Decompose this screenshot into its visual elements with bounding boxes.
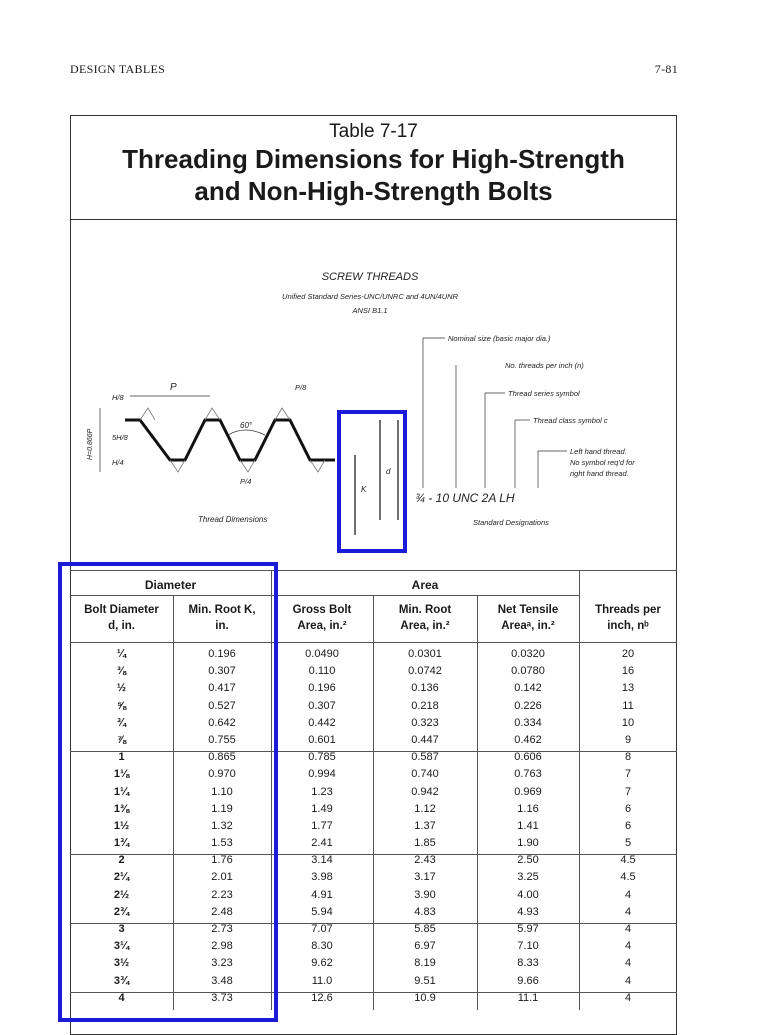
table-cell: 3.98 [311, 871, 333, 884]
table-cell: 12.6 [311, 991, 333, 1004]
callout-series: Thread series symbol [508, 389, 580, 398]
table-cell: 0.136 [411, 682, 439, 695]
col-min-root-k-l1: Min. Root K, [188, 604, 256, 616]
table-cell: 6.97 [414, 940, 436, 953]
table-cell: 0.740 [411, 768, 439, 781]
table-cell: 4 [624, 888, 632, 901]
callout-lh-1: Left hand thread. [570, 447, 627, 456]
table-cell: 2.43 [414, 854, 436, 867]
table-cell: 0.601 [308, 733, 336, 746]
col-min-root-area [373, 602, 477, 634]
table-cell: 1.16 [517, 802, 539, 815]
table-cell: 0.442 [308, 716, 336, 729]
table-cell: ¾ [116, 716, 127, 729]
table-cell: ½ [116, 682, 127, 695]
table-cell: 9.51 [414, 974, 436, 987]
table-cell: 7 [624, 768, 632, 781]
figure-sub-2: ANSI B1.1 [352, 306, 388, 315]
table-cell: 2.23 [211, 888, 233, 901]
table-cell: 11.1 [517, 991, 539, 1004]
table-cell: 16 [621, 665, 635, 678]
table-cell: 1 [118, 751, 125, 764]
label-p8: P/8 [295, 383, 307, 392]
table-cell: 0.417 [208, 682, 236, 695]
col-min-root-area-l2: Area, in.² [400, 620, 450, 632]
table-cell: 0.969 [514, 785, 542, 798]
table-cell: 5 [624, 837, 632, 850]
table-cell: 1.90 [517, 837, 539, 850]
table-cell: 4.91 [311, 888, 333, 901]
designation: ¾ - 10 UNC 2A LH [415, 491, 515, 505]
table-title-line-2: and Non-High-Strength Bolts [194, 176, 553, 206]
table-cell: 0.447 [411, 733, 439, 746]
col-net-tensile-l1: Net Tensile [497, 604, 559, 616]
table-cell: 2.48 [211, 905, 233, 918]
table-cell: 2¾ [113, 905, 130, 918]
table-cell: 0.970 [208, 768, 236, 781]
table-cell: 8.30 [311, 940, 333, 953]
page-number: 7-81 [654, 62, 678, 76]
table-cell: 1.76 [211, 854, 233, 867]
table-cell: 1.49 [311, 802, 333, 815]
table-cell: 0.763 [514, 768, 542, 781]
table-cell: 3.23 [211, 957, 233, 970]
table-cell: 8.19 [414, 957, 436, 970]
callout-lh-2: No symbol req'd for [570, 458, 635, 467]
table-cell: 4.93 [517, 905, 539, 918]
col-net-tensile-l2: Areaᵃ, in.² [501, 620, 555, 632]
col-bolt-diameter-l2: d, in. [108, 620, 135, 632]
callout-nominal: Nominal size (basic major dia.) [448, 334, 551, 343]
table-cell: 4 [624, 991, 632, 1004]
table-cell: 0.226 [514, 699, 542, 712]
table-number: Table 7-17 [329, 121, 418, 142]
table-cell: 5.85 [414, 923, 436, 935]
highlight-box-bolt [337, 410, 407, 553]
callout-lh-3: right hand thread. [570, 469, 629, 478]
table-cell: 3.17 [414, 871, 436, 884]
table-title-line-1: Threading Dimensions for High-Strength [122, 144, 625, 174]
table-cell: 0.942 [411, 785, 439, 798]
table-cell: 3.14 [311, 854, 333, 867]
table-cell: 1.19 [211, 802, 233, 815]
label-p4: P/4 [240, 477, 252, 486]
table-cell: 3.25 [517, 871, 539, 884]
col-gross-area-l2: Area, in.² [297, 620, 347, 632]
left-caption: Thread Dimensions [198, 515, 268, 524]
table-cell: 3¾ [113, 974, 130, 987]
figure-sub-1: Unified Standard Series-UNC/UNRC and 4UN/4UNR [282, 292, 458, 301]
figure-heading: SCREW THREADS [321, 271, 419, 283]
table-cell: 0.196 [308, 682, 336, 695]
table-cell: 4.5 [620, 854, 636, 867]
table-cell: 3 [118, 923, 125, 935]
group-area: Area [411, 578, 439, 592]
title-block [70, 115, 677, 220]
table-cell: 13 [621, 682, 635, 695]
table-cell: 11 [622, 699, 634, 712]
table-cell: 3¼ [113, 940, 130, 953]
col-gross-area-l1: Gross Bolt [292, 604, 352, 616]
table-cell: 0.218 [411, 699, 439, 712]
table-cell: 20 [621, 648, 635, 660]
callout-class: Thread class symbol c [533, 416, 608, 425]
table-cell: 0.142 [514, 682, 542, 695]
col-threads-l2: inch, nᵇ [607, 620, 649, 632]
table-cell: 4 [624, 940, 632, 953]
table-cell: 0.323 [411, 716, 439, 729]
table-cell: 1.77 [311, 819, 333, 832]
table-cell: 4 [624, 974, 632, 987]
table-cell: ⅝ [116, 699, 127, 712]
table-cell: ⅞ [116, 733, 127, 746]
table-cell: 1.12 [414, 802, 436, 815]
label-h-value: H=0.866P [87, 428, 94, 460]
table-cell: 2.01 [211, 871, 233, 884]
table-cell: 0.606 [514, 751, 542, 764]
table-cell: 0.0742 [408, 665, 442, 678]
label-p: P [170, 382, 177, 393]
table-cell: 1.37 [414, 819, 436, 832]
table-cell: 7.10 [517, 940, 539, 953]
table-cell: 0.196 [208, 648, 236, 660]
table-cell: 0.462 [514, 733, 542, 746]
table-cell: 1.10 [211, 785, 233, 798]
table-cell: 9.62 [311, 957, 333, 970]
table-cell: 9 [624, 733, 632, 746]
table-cell: 7 [624, 785, 632, 798]
table-cell: 2.50 [517, 854, 539, 867]
table-cell: 0.0320 [511, 648, 545, 660]
table-cell: 4 [624, 923, 632, 935]
table-cell: 4.5 [620, 871, 636, 884]
table-cell: 1.41 [517, 819, 539, 832]
group-diameter: Diameter [144, 578, 197, 592]
table-cell: 4.83 [414, 905, 436, 918]
table-cell: 10.9 [414, 991, 436, 1004]
col-min-root-k-l2: in. [215, 620, 229, 632]
right-caption: Standard Designations [473, 518, 549, 527]
table-cell: 0.994 [308, 768, 336, 781]
table-cell: 4 [624, 957, 632, 970]
table-cell: 1¾ [113, 837, 130, 850]
table-cell: 2.73 [211, 923, 233, 935]
label-5h8: 5H/8 [112, 433, 128, 442]
table-cell: 2 [118, 854, 125, 867]
table-cell: 5.97 [517, 923, 539, 935]
table-cell: 4.00 [517, 888, 539, 901]
table-cell: 8 [624, 751, 632, 764]
table-cell: 0.110 [308, 665, 336, 678]
table-cell: 0.642 [208, 716, 236, 729]
label-h8: H/8 [112, 393, 124, 402]
table-cell: 11.0 [311, 974, 333, 987]
table-cell: 6 [624, 819, 632, 832]
table-cell: 0.527 [208, 699, 236, 712]
table-cell: 0.785 [308, 751, 336, 764]
table-cell: ¼ [116, 648, 127, 660]
table-cell: 3½ [113, 957, 130, 970]
table-cell: 4 [118, 991, 125, 1004]
table-cell: 3.48 [211, 974, 233, 987]
table-cell: 9.66 [517, 974, 539, 987]
table-cell: 2½ [113, 888, 130, 901]
col-threads-l1: Threads per [595, 604, 661, 616]
table-cell: 2.98 [211, 940, 233, 953]
table-cell: 5.94 [311, 905, 333, 918]
table-cell: 6 [624, 802, 632, 815]
table-cell: 3.90 [414, 888, 436, 901]
col-net-tensile [477, 602, 579, 634]
col-bolt-diameter-l1: Bolt Diameter [84, 604, 159, 616]
label-h4: H/4 [112, 458, 124, 467]
thread-profile [125, 420, 335, 460]
label-angle: 60° [240, 421, 253, 430]
highlight-box-diameter [58, 562, 278, 1022]
table-cell: 0.755 [208, 733, 236, 746]
label-k: K [361, 485, 367, 494]
table-cell: 0.0490 [305, 648, 339, 660]
table-cell: 0.307 [308, 699, 336, 712]
table-cell: 4 [624, 905, 632, 918]
table-cell: 8.33 [517, 957, 539, 970]
table-cell: 2¼ [113, 871, 130, 884]
table-cell: ⅜ [116, 665, 127, 678]
table-cell: 7.07 [311, 923, 333, 935]
table-cell: 0.334 [514, 716, 542, 729]
table-cell: 0.587 [411, 751, 439, 764]
table-cell: 1.23 [311, 785, 333, 798]
table-cell: 0.0301 [408, 648, 442, 660]
col-min-root-area-l1: Min. Root [398, 604, 452, 616]
table-cell: 10 [621, 716, 635, 729]
table-cell: 1.53 [211, 837, 233, 850]
running-head-left: DESIGN TABLES [70, 62, 166, 76]
col-threads [579, 602, 677, 634]
table-cell: 1.85 [414, 837, 436, 850]
col-gross-area [271, 602, 373, 634]
table-cell: 1⅜ [113, 802, 130, 815]
label-d: d [386, 467, 391, 476]
table-cell: 1¼ [113, 785, 130, 798]
callout-threads: No. threads per inch (n) [505, 361, 584, 370]
table-cell: 0.865 [208, 751, 236, 764]
table-cell: 0.307 [208, 665, 236, 678]
table-cell: 1⅛ [113, 768, 130, 781]
table-cell: 3.73 [211, 991, 233, 1004]
table-cell: 1.32 [211, 819, 233, 832]
table-cell: 1½ [113, 819, 130, 832]
table-cell: 0.0780 [511, 665, 545, 678]
table-cell: 2.41 [311, 837, 333, 850]
